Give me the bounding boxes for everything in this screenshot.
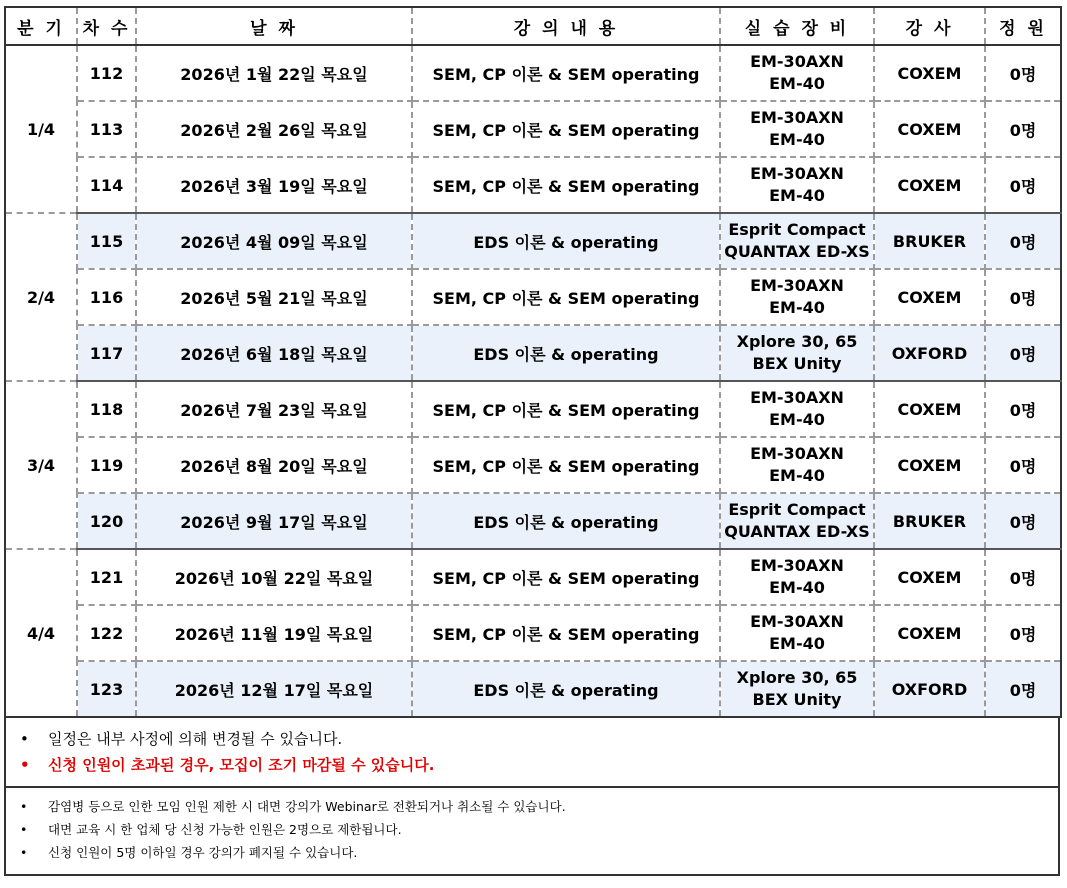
equipment-line: EM-30AXN — [750, 276, 844, 295]
equipment-line: EM-40 — [769, 298, 825, 317]
table-row — [5, 661, 1061, 717]
lecture-content: SEM, CP 이론 & SEM operating — [412, 45, 720, 101]
primary-notes — [4, 718, 1060, 788]
session-date: 2026년 12월 17일 목요일 — [136, 661, 412, 717]
equipment-line: EM-40 — [769, 186, 825, 205]
header-quarter: 분 기 — [5, 7, 77, 45]
lecturer: COXEM — [874, 605, 985, 661]
lecturer: COXEM — [874, 101, 985, 157]
equipment-line: EM-30AXN — [750, 108, 844, 127]
capacity: 0명 — [985, 605, 1061, 661]
bullet-icon: • — [20, 730, 29, 748]
bullet-icon: • — [20, 799, 28, 814]
capacity: 0명 — [985, 493, 1061, 549]
lecture-content: EDS 이론 & operating — [412, 661, 720, 717]
equipment-line: EM-40 — [769, 410, 825, 429]
header-lecture-content: 강 의 내 용 — [412, 7, 720, 45]
equipment-line: EM-40 — [769, 466, 825, 485]
header-equipment: 실 습 장 비 — [720, 7, 874, 45]
note-text: 감염병 등으로 인한 모임 인원 제한 시 대면 강의가 Webinar로 전환되거나 취소될 수 있습니다. — [48, 799, 566, 814]
note-item-warning — [20, 754, 1058, 776]
equipment-cell — [720, 661, 874, 717]
note-item — [20, 728, 1058, 750]
equipment-line: QUANTAX ED-XS — [724, 242, 870, 261]
session-date: 2026년 7월 23일 목요일 — [136, 381, 412, 437]
equipment-line: EM-30AXN — [750, 556, 844, 575]
lecturer: COXEM — [874, 269, 985, 325]
lecture-content: SEM, CP 이론 & SEM operating — [412, 381, 720, 437]
equipment-cell — [720, 325, 874, 381]
lecturer: OXFORD — [874, 325, 985, 381]
lecturer: BRUKER — [874, 213, 985, 269]
capacity: 0명 — [985, 437, 1061, 493]
session-date: 2026년 5월 21일 목요일 — [136, 269, 412, 325]
capacity: 0명 — [985, 549, 1061, 605]
equipment-line: BEX Unity — [752, 690, 842, 709]
capacity: 0명 — [985, 269, 1061, 325]
table-row — [5, 605, 1061, 661]
bullet-icon: • — [20, 756, 30, 774]
session-number: 123 — [77, 661, 136, 717]
capacity: 0명 — [985, 661, 1061, 717]
lecture-content: EDS 이론 & operating — [412, 325, 720, 381]
schedule-table — [4, 6, 1062, 718]
capacity: 0명 — [985, 157, 1061, 213]
lecturer: COXEM — [874, 549, 985, 605]
lecturer: BRUKER — [874, 493, 985, 549]
equipment-cell — [720, 381, 874, 437]
table-row — [5, 437, 1061, 493]
session-date: 2026년 2월 26일 목요일 — [136, 101, 412, 157]
equipment-line: EM-40 — [769, 130, 825, 149]
equipment-line: EM-40 — [769, 578, 825, 597]
session-date: 2026년 8월 20일 목요일 — [136, 437, 412, 493]
equipment-cell — [720, 437, 874, 493]
quarter-cell: 1/4 — [5, 45, 77, 213]
equipment-line: Xplore 30, 65 — [736, 332, 858, 351]
equipment-line: EM-30AXN — [750, 52, 844, 71]
equipment-line: EM-40 — [769, 74, 825, 93]
session-date: 2026년 6월 18일 목요일 — [136, 325, 412, 381]
equipment-cell — [720, 269, 874, 325]
lecture-content: EDS 이론 & operating — [412, 493, 720, 549]
header-lecturer: 강 사 — [874, 7, 985, 45]
equipment-cell — [720, 549, 874, 605]
session-number: 119 — [77, 437, 136, 493]
session-date: 2026년 10월 22일 목요일 — [136, 549, 412, 605]
table-row — [5, 157, 1061, 213]
capacity: 0명 — [985, 45, 1061, 101]
capacity: 0명 — [985, 381, 1061, 437]
equipment-line: Xplore 30, 65 — [736, 668, 858, 687]
equipment-cell — [720, 101, 874, 157]
equipment-cell — [720, 605, 874, 661]
table-row — [5, 45, 1061, 101]
table-row — [5, 269, 1061, 325]
secondary-notes — [4, 788, 1060, 876]
table-row — [5, 213, 1061, 269]
lecture-content: SEM, CP 이론 & SEM operating — [412, 101, 720, 157]
session-number: 122 — [77, 605, 136, 661]
lecture-content: EDS 이론 & operating — [412, 213, 720, 269]
equipment-line: Esprit Compact — [728, 500, 866, 519]
note-item — [20, 820, 1058, 840]
equipment-line: QUANTAX ED-XS — [724, 522, 870, 541]
equipment-line: EM-40 — [769, 634, 825, 653]
table-row — [5, 493, 1061, 549]
session-number: 112 — [77, 45, 136, 101]
table-row — [5, 381, 1061, 437]
equipment-line: Esprit Compact — [728, 220, 866, 239]
equipment-line: EM-30AXN — [750, 164, 844, 183]
equipment-cell — [720, 213, 874, 269]
session-date: 2026년 3월 19일 목요일 — [136, 157, 412, 213]
session-number: 116 — [77, 269, 136, 325]
table-row — [5, 549, 1061, 605]
note-text: 신청 인원이 5명 이하일 경우 강의가 폐지될 수 있습니다. — [48, 845, 358, 860]
note-text: 일정은 내부 사정에 의해 변경될 수 있습니다. — [48, 730, 343, 748]
lecturer: COXEM — [874, 45, 985, 101]
session-number: 117 — [77, 325, 136, 381]
note-text: 신청 인원이 초과된 경우, 모집이 조기 마감될 수 있습니다. — [48, 756, 435, 774]
bullet-icon: • — [20, 822, 28, 837]
equipment-line: EM-30AXN — [750, 444, 844, 463]
quarter-cell: 2/4 — [5, 213, 77, 381]
capacity: 0명 — [985, 325, 1061, 381]
note-text: 대면 교육 시 한 업체 당 신청 가능한 인원은 2명으로 제한됩니다. — [48, 822, 402, 837]
quarter-cell: 4/4 — [5, 549, 77, 717]
session-date: 2026년 9월 17일 목요일 — [136, 493, 412, 549]
lecturer: OXFORD — [874, 661, 985, 717]
table-row — [5, 325, 1061, 381]
capacity: 0명 — [985, 213, 1061, 269]
lecturer: COXEM — [874, 437, 985, 493]
lecturer: COXEM — [874, 381, 985, 437]
lecture-content: SEM, CP 이론 & SEM operating — [412, 269, 720, 325]
header-capacity: 정 원 — [985, 7, 1061, 45]
header-session-number: 차 수 — [77, 7, 136, 45]
session-number: 114 — [77, 157, 136, 213]
session-number: 113 — [77, 101, 136, 157]
session-number: 118 — [77, 381, 136, 437]
session-number: 121 — [77, 549, 136, 605]
header-row — [5, 7, 1061, 45]
schedule-document — [4, 6, 1060, 876]
lecture-content: SEM, CP 이론 & SEM operating — [412, 437, 720, 493]
session-date: 2026년 11월 19일 목요일 — [136, 605, 412, 661]
session-number: 115 — [77, 213, 136, 269]
lecturer: COXEM — [874, 157, 985, 213]
lecture-content: SEM, CP 이론 & SEM operating — [412, 549, 720, 605]
equipment-line: EM-30AXN — [750, 612, 844, 631]
lecture-content: SEM, CP 이론 & SEM operating — [412, 605, 720, 661]
header-date: 날 짜 — [136, 7, 412, 45]
quarter-cell: 3/4 — [5, 381, 77, 549]
note-item — [20, 797, 1058, 817]
table-row — [5, 101, 1061, 157]
equipment-cell — [720, 45, 874, 101]
equipment-line: EM-30AXN — [750, 388, 844, 407]
bullet-icon: • — [20, 845, 28, 860]
lecture-content: SEM, CP 이론 & SEM operating — [412, 157, 720, 213]
equipment-line: BEX Unity — [752, 354, 842, 373]
note-item — [20, 843, 1058, 863]
session-number: 120 — [77, 493, 136, 549]
session-date: 2026년 4월 09일 목요일 — [136, 213, 412, 269]
capacity: 0명 — [985, 101, 1061, 157]
equipment-cell — [720, 157, 874, 213]
session-date: 2026년 1월 22일 목요일 — [136, 45, 412, 101]
equipment-cell — [720, 493, 874, 549]
